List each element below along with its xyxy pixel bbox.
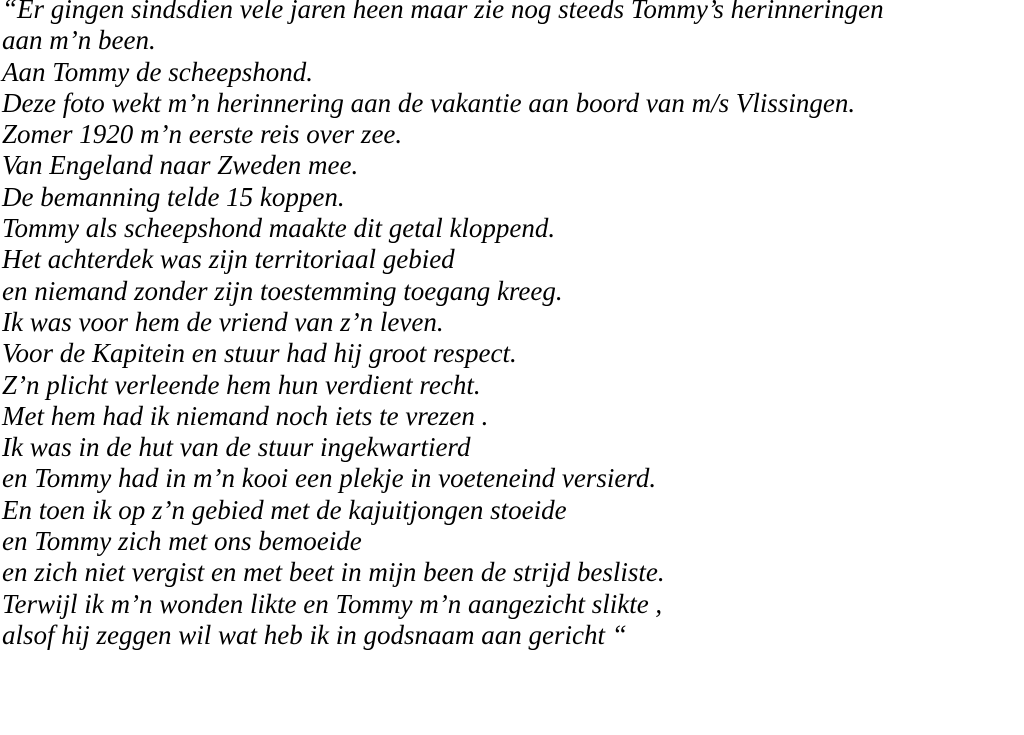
poem-line: Ik was in de hut van de stuur ingekwartierd [2, 432, 471, 463]
poem-line: en zich niet vergist en met beet in mijn been de strijd besliste. [2, 557, 665, 588]
poem-line: Terwijl ik m’n wonden likte en Tommy m’n aangezicht slikte , [2, 588, 663, 619]
poem-line: Aan Tommy de scheepshond. [2, 56, 313, 87]
poem-line: “Er gingen sindsdien vele jaren heen maar zie nog steeds Tommy’s herinneringen [2, 0, 884, 24]
poem-line: En toen ik op z’n gebied met de kajuitjongen stoeide [2, 494, 567, 525]
poem-text [2, 0, 1022, 651]
poem-line: Zomer 1920 m’n eerste reis over zee. [2, 119, 403, 150]
poem-line: Met hem had ik niemand noch iets te vrezen . [2, 400, 489, 431]
poem-line: Voor de Kapitein en stuur had hij groot respect. [2, 338, 517, 369]
poem-line: De bemanning telde 15 koppen. [2, 181, 345, 212]
poem-line: Ik was voor hem de vriend van z’n leven. [2, 306, 444, 337]
poem-line: en Tommy zich met ons bemoeide [2, 526, 362, 557]
poem-line: en niemand zonder zijn toestemming toegang kreeg. [2, 275, 563, 306]
poem-line: Z’n plicht verleende hem hun verdient recht. [2, 369, 481, 400]
poem-line: aan m’n been. [2, 25, 156, 56]
poem-line: Van Engeland naar Zweden mee. [2, 150, 359, 181]
poem-line: Deze foto wekt m’n herinnering aan de vakantie aan boord van m/s Vlissingen. [2, 87, 856, 118]
poem-line: en Tommy had in m’n kooi een plekje in voeteneind versierd. [2, 463, 657, 494]
poem-line: Het achterdek was zijn territoriaal gebied [2, 244, 455, 275]
poem-line: Tommy als scheepshond maakte dit getal kloppend. [2, 213, 556, 244]
poem-line: alsof hij zeggen wil wat heb ik in godsnaam aan gericht “ [2, 619, 627, 650]
